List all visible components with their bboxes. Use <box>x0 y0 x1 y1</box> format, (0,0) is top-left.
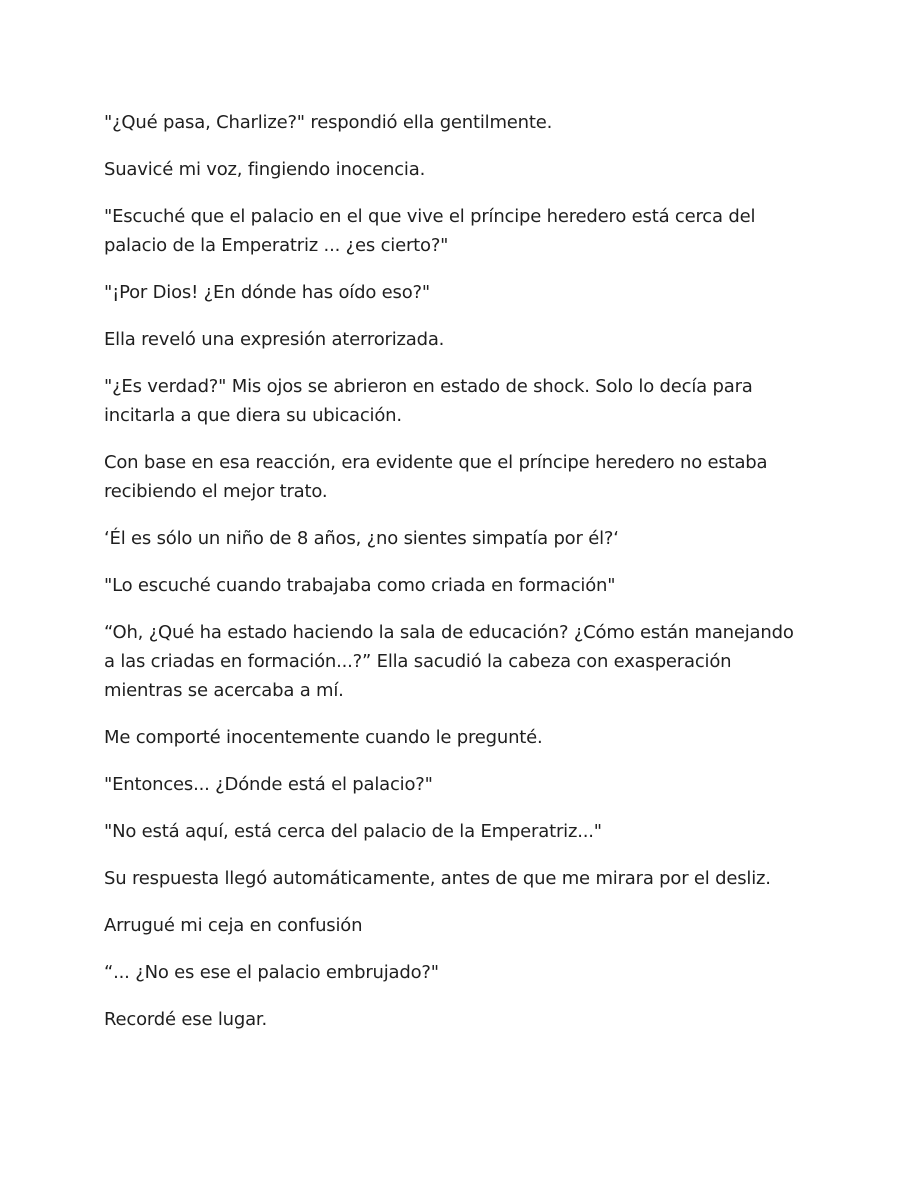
paragraph: Suavicé mi voz, fingiendo inocencia. <box>104 159 426 180</box>
paragraph: Recordé ese lugar. <box>104 1009 267 1030</box>
paragraph: “Oh, ¿Qué ha estado haciendo la sala de educación? ¿Cómo están manejando a las criadas en formación...?” Ella sacudió la cabeza con exasperación mientras se acercaba a mí. <box>104 622 794 701</box>
paragraph: Arrugué mi ceja en confusión <box>104 915 363 936</box>
paragraph: "¿Qué pasa, Charlize?" respondió ella gentilmente. <box>104 112 553 133</box>
document-page <box>104 108 804 1052</box>
paragraph: "Lo escuché cuando trabajaba como criada en formación" <box>104 575 616 596</box>
paragraph: Con base en esa reacción, era evidente que el príncipe heredero no estaba recibiendo el mejor trato. <box>104 452 768 502</box>
paragraph: "¿Es verdad?" Mis ojos se abrieron en estado de shock. Solo lo decía para incitarla a que diera su ubicación. <box>104 376 753 426</box>
paragraph: Me comporté inocentemente cuando le pregunté. <box>104 727 543 748</box>
paragraph: ‘Él es sólo un niño de 8 años, ¿no sientes simpatía por él?‘ <box>104 528 619 549</box>
paragraph: "No está aquí, está cerca del palacio de la Emperatriz..." <box>104 821 602 842</box>
paragraph: “... ¿No es ese el palacio embrujado?" <box>104 962 439 983</box>
paragraph: Ella reveló una expresión aterrorizada. <box>104 329 445 350</box>
paragraph: "Escuché que el palacio en el que vive el príncipe heredero está cerca del palacio de la Emperatriz ... ¿es cierto?" <box>104 206 756 256</box>
paragraph: "Entonces... ¿Dónde está el palacio?" <box>104 774 433 795</box>
paragraph: Su respuesta llegó automáticamente, antes de que me mirara por el desliz. <box>104 868 771 889</box>
paragraph: "¡Por Dios! ¿En dónde has oído eso?" <box>104 282 430 303</box>
